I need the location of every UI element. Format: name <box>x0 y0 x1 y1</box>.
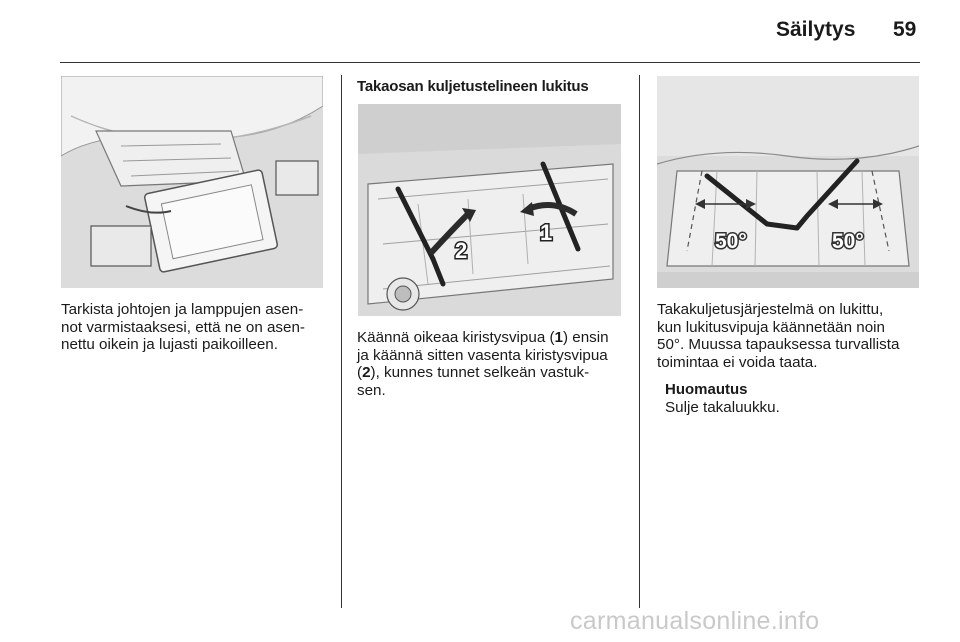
lever-2-label: 2 <box>455 238 468 263</box>
paragraph-line: Tarkista johtojen ja lamppujen asen- <box>61 301 304 318</box>
paragraph-line: toimintaa ei voida taata. <box>657 353 818 371</box>
text-span: ), kunnes tunnet selkeän vastuk- <box>370 364 590 381</box>
right-angle-label: 50° <box>832 230 864 253</box>
text-span: ) ensin <box>563 329 609 346</box>
paragraph-line: not varmistaaksesi, että ne on asen- <box>61 318 305 336</box>
paragraph-line: sen. <box>357 381 386 399</box>
left-angle-label: 50° <box>715 230 747 253</box>
header-rule <box>60 62 920 63</box>
lamp-check-paragraph <box>61 301 331 354</box>
paragraph-line: Takakuljetusjärjestelmä on lukittu, <box>657 301 884 318</box>
lever-instruction-paragraph <box>357 329 635 399</box>
lever-2-ref: 2 <box>362 364 371 381</box>
watermark: carmanualsonline.info <box>570 607 820 635</box>
section-heading: Takaosan kuljetustelineen lukitus <box>357 78 589 95</box>
lever-1-label: 1 <box>540 220 553 245</box>
lever-1-ref: 1 <box>554 329 563 346</box>
text-span: Käännä oikeaa kiristysvipua ( <box>357 329 555 346</box>
note-text: Sulje takaluukku. <box>665 399 780 416</box>
text-span: ( <box>357 364 363 381</box>
paragraph-line <box>357 329 635 347</box>
paragraph-line: 50°. Muussa tapauksessa turvallista <box>657 336 900 353</box>
paragraph-line: ja käännä sitten vasenta kiristysvipua <box>357 346 608 364</box>
tension-lever-illustration <box>358 104 621 316</box>
paragraph-line: nettu oikein ja lujasti paikoilleen. <box>61 336 278 353</box>
lamp-bracket-illustration <box>61 76 323 288</box>
note-title: Huomautus <box>665 381 748 398</box>
column-divider-1 <box>341 75 342 608</box>
locked-state-paragraph <box>657 301 925 371</box>
page-number: 59 <box>893 18 917 41</box>
section-title: Säilytys <box>776 18 856 41</box>
column-divider-2 <box>639 75 640 608</box>
paragraph-line <box>357 364 635 382</box>
locking-angle-illustration <box>657 76 919 288</box>
paragraph-line: kun lukitusvipuja käännetään noin <box>657 318 885 336</box>
